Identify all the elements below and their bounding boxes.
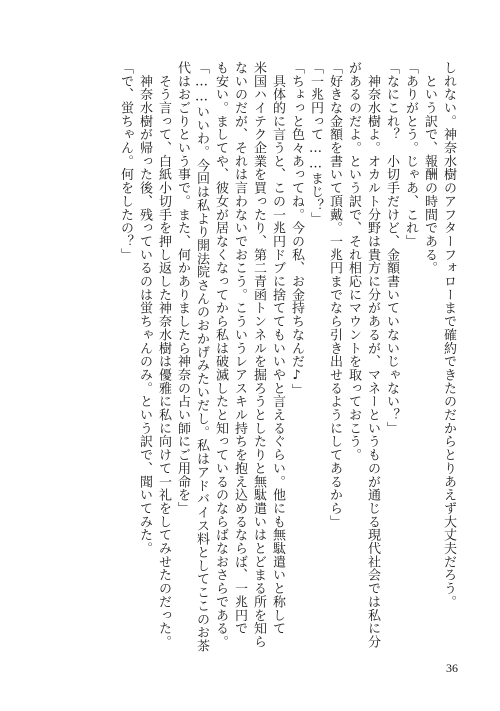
text-line: 「なにこれ？ 小切手だけど、金額書いていないじゃない？」 [384,61,399,435]
text-line: 「で、蛍ちゃん。何をしたの？」 [118,61,133,262]
text-line: しれない。神奈水樹のアフターフォローまで確約できたのだからとりあえず大丈夫だろう。 [441,61,456,609]
text-line: 「ちょっと色々あってね。今の私、お金持ちなんだ♪」 [289,61,304,397]
text-line: 神奈水樹が帰った後、残っているのは蛍ちゃんのみ。という訳で、聞いてみた。 [137,61,152,555]
page-number: 36 [446,661,458,675]
text-line: という訳で、報酬の時間である。 [422,61,437,275]
text-line: があるのだよ。という訳で、それ相応にマウントを取っておこう。 [346,61,361,462]
text-line: 「好きな金額を書いて頂戴。一兆円までなら引き出せるようにしてあるから」 [327,61,342,529]
text-line: 代はおごりという事で。また、何かありましたら神奈の占い師にご用命を」 [175,61,190,515]
text-line: 「一兆円って……まじ？」 [308,61,323,226]
text-line: ないのだが、それは言わないでおこう。こういうレアスキル持ちを抱え込めるならば、一兆円で [232,61,247,636]
text-line: 具体的に言うと、この一兆円ドブに捨ててもいいやと言えるぐらい。他にも無駄遣いと称して [270,61,285,636]
text-line: も安い。ましてや、彼女が居なくなってから私は破滅したと知っているのならばなおさらである。 [213,61,228,649]
text-line: 「……いいわ。今回は私より開法院さんのおかげみたいだし。私はアドバイス料としてここのお茶 [194,61,209,653]
text-line: 神奈水樹よ。オカルト分野は貴方に分があるが、マネーというものが通じる現代社会では私に分 [365,61,380,649]
text-line: 「ありがとう。じゃあ、これ」 [403,61,418,248]
text-line: そう言って、白紙小切手を押し返した神奈水樹は優雅に私に向けて一礼をしてみせたのだった。 [156,61,171,649]
text-line: 米国ハイテク企業を買ったり、第二青函トンネルを掘ろうとしたりと無駄遣いはとどまる所を知ら [251,61,266,649]
vertical-body-text [116,61,458,653]
